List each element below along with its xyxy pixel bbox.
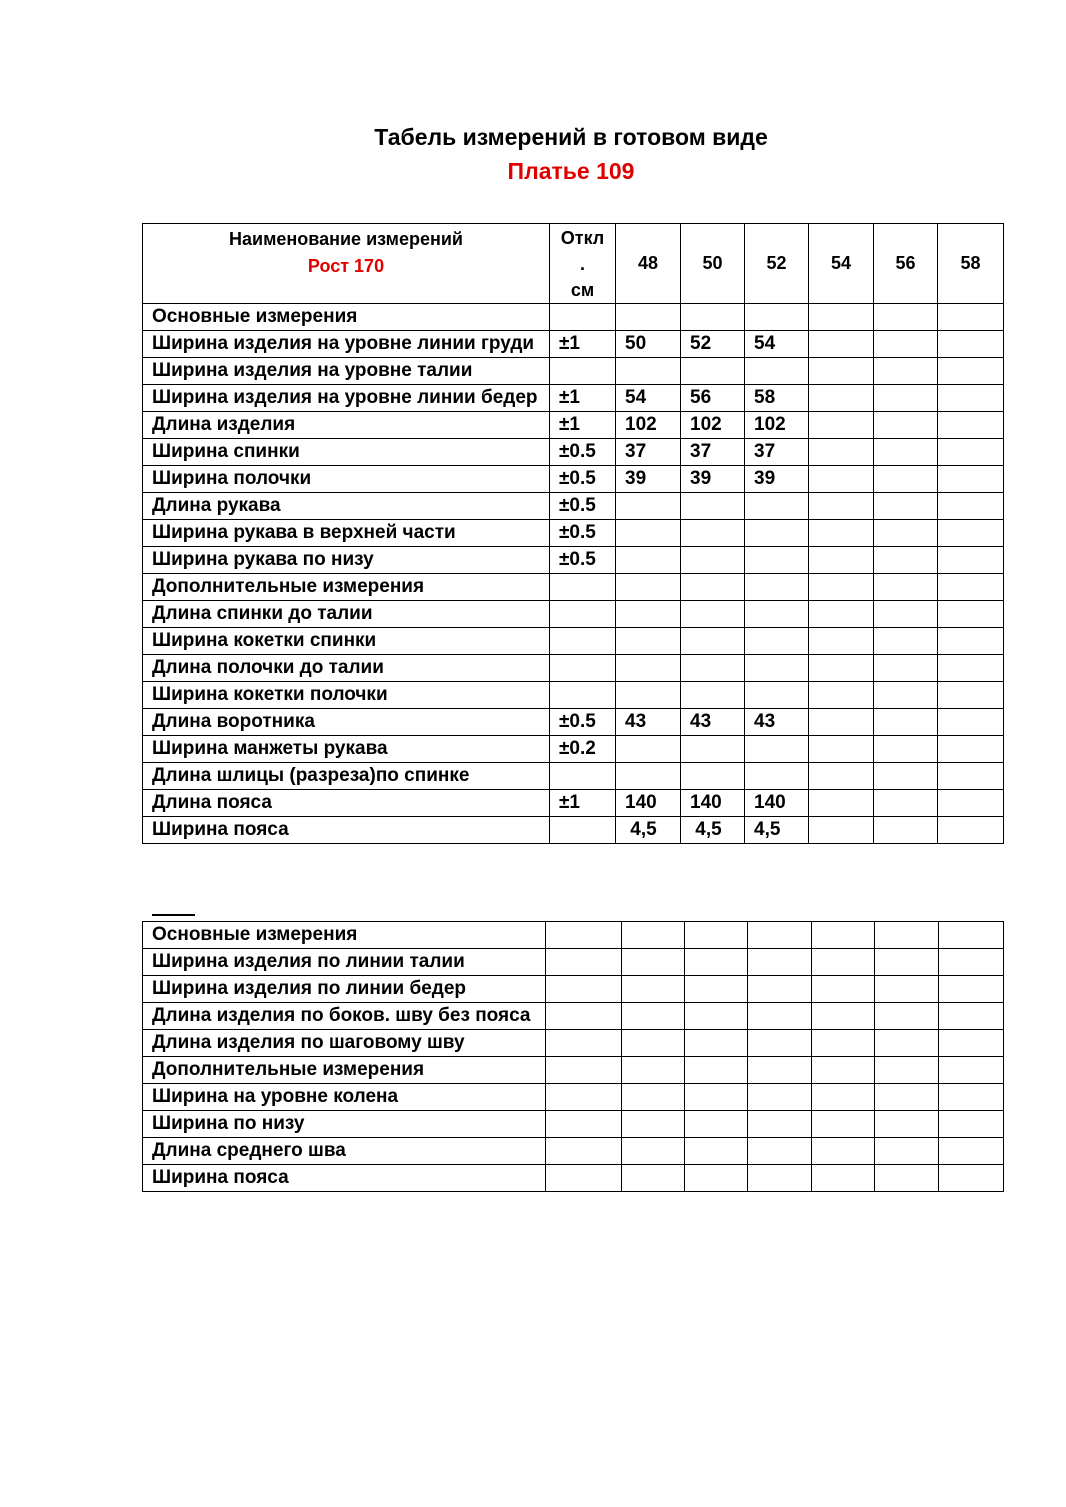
row-value <box>685 1003 748 1030</box>
row-label: Длина среднего шва <box>143 1138 546 1165</box>
header-size: 50 <box>681 224 745 304</box>
row-value <box>875 1111 939 1138</box>
row-value <box>809 358 874 385</box>
row-value <box>938 466 1004 493</box>
row-value <box>681 520 745 547</box>
row-tolerance: ±0.2 <box>550 736 616 763</box>
row-value <box>546 1111 622 1138</box>
row-value <box>681 628 745 655</box>
table-row <box>143 304 1004 331</box>
row-value <box>681 763 745 790</box>
row-value <box>681 304 745 331</box>
row-value <box>812 949 875 976</box>
row-value: 102 <box>745 412 809 439</box>
row-label: Ширина изделия на уровне талии <box>143 358 550 385</box>
table-row <box>143 1084 1004 1111</box>
row-value <box>939 1030 1004 1057</box>
table-row <box>143 628 1004 655</box>
row-value <box>748 1111 812 1138</box>
row-value: 140 <box>681 790 745 817</box>
row-value <box>939 1165 1004 1192</box>
row-value <box>874 790 938 817</box>
row-value <box>622 1030 685 1057</box>
row-tolerance: ±0.5 <box>550 466 616 493</box>
row-value <box>874 412 938 439</box>
row-label: Ширина пояса <box>143 1165 546 1192</box>
row-value <box>938 358 1004 385</box>
row-value <box>546 922 622 949</box>
table-row <box>143 493 1004 520</box>
row-label: Ширина манжеты рукава <box>143 736 550 763</box>
table-row <box>143 817 1004 844</box>
row-value <box>616 520 681 547</box>
row-value <box>938 493 1004 520</box>
row-value: 43 <box>745 709 809 736</box>
row-value <box>809 817 874 844</box>
row-value <box>874 547 938 574</box>
row-value <box>874 763 938 790</box>
row-value <box>938 439 1004 466</box>
row-value <box>681 736 745 763</box>
row-value <box>745 547 809 574</box>
row-value <box>809 628 874 655</box>
header-tolerance-cell <box>550 224 616 304</box>
row-value <box>938 763 1004 790</box>
table-row <box>143 655 1004 682</box>
row-label: Ширина пояса <box>143 817 550 844</box>
row-label: Ширина кокетки полочки <box>143 682 550 709</box>
row-value <box>874 439 938 466</box>
row-value <box>748 1057 812 1084</box>
row-value <box>748 1138 812 1165</box>
row-label: Ширина изделия на уровне линии груди <box>143 331 550 358</box>
row-label: Ширина спинки <box>143 439 550 466</box>
row-tolerance <box>550 304 616 331</box>
row-value <box>938 655 1004 682</box>
row-value <box>809 682 874 709</box>
row-value <box>622 1084 685 1111</box>
row-value: 140 <box>745 790 809 817</box>
table-row <box>143 763 1004 790</box>
row-value <box>809 520 874 547</box>
row-value: 37 <box>681 439 745 466</box>
row-value <box>938 736 1004 763</box>
row-value <box>616 574 681 601</box>
row-value <box>622 1165 685 1192</box>
row-value <box>681 601 745 628</box>
row-value <box>745 520 809 547</box>
row-value <box>616 304 681 331</box>
row-value: 140 <box>616 790 681 817</box>
row-value <box>622 976 685 1003</box>
row-tolerance <box>550 682 616 709</box>
row-value <box>875 1030 939 1057</box>
row-value <box>874 574 938 601</box>
row-value <box>748 976 812 1003</box>
row-label: Длина изделия <box>143 412 550 439</box>
row-value <box>874 655 938 682</box>
row-value <box>745 628 809 655</box>
row-value <box>875 1057 939 1084</box>
row-label: Длина воротника <box>143 709 550 736</box>
row-value <box>616 682 681 709</box>
row-label: Основные измерения <box>143 922 546 949</box>
row-label: Длина полочки до талии <box>143 655 550 682</box>
table-row <box>143 520 1004 547</box>
row-value <box>939 1057 1004 1084</box>
row-value <box>681 682 745 709</box>
row-value <box>748 1084 812 1111</box>
row-value <box>809 574 874 601</box>
row-tolerance: ±0.5 <box>550 547 616 574</box>
row-tolerance <box>550 655 616 682</box>
row-value <box>685 1111 748 1138</box>
row-value <box>685 976 748 1003</box>
row-label: Ширина полочки <box>143 466 550 493</box>
row-value <box>874 466 938 493</box>
row-value <box>875 1003 939 1030</box>
row-value <box>875 949 939 976</box>
row-value <box>874 493 938 520</box>
row-label: Дополнительные измерения <box>143 1057 546 1084</box>
row-value: 54 <box>616 385 681 412</box>
row-value <box>812 1084 875 1111</box>
row-value <box>745 655 809 682</box>
table-row <box>143 790 1004 817</box>
row-value <box>809 466 874 493</box>
row-value <box>745 682 809 709</box>
row-value <box>875 976 939 1003</box>
row-value <box>546 976 622 1003</box>
row-value <box>939 1003 1004 1030</box>
row-value <box>938 709 1004 736</box>
table-row <box>143 385 1004 412</box>
table-row <box>143 736 1004 763</box>
row-value <box>681 547 745 574</box>
row-value <box>622 1138 685 1165</box>
row-value <box>874 709 938 736</box>
row-value <box>809 331 874 358</box>
row-value <box>939 1111 1004 1138</box>
row-value <box>681 655 745 682</box>
row-tolerance <box>550 628 616 655</box>
row-value <box>622 1003 685 1030</box>
row-value <box>616 655 681 682</box>
row-value: 102 <box>681 412 745 439</box>
row-value <box>748 1165 812 1192</box>
row-value <box>748 1030 812 1057</box>
row-value <box>745 358 809 385</box>
table-row <box>143 1057 1004 1084</box>
row-label: Ширина на уровне колена <box>143 1084 546 1111</box>
row-value <box>685 1084 748 1111</box>
row-value <box>875 1084 939 1111</box>
header-tolerance-line: . <box>579 253 585 274</box>
row-tolerance: ±1 <box>550 412 616 439</box>
row-value <box>874 601 938 628</box>
row-value: 58 <box>745 385 809 412</box>
row-value <box>938 385 1004 412</box>
table-row <box>143 547 1004 574</box>
product-subtitle: Платье 109 <box>507 158 635 184</box>
row-tolerance: ±0.5 <box>550 439 616 466</box>
row-value <box>809 439 874 466</box>
row-value <box>685 1030 748 1057</box>
header-size: 58 <box>938 224 1004 304</box>
row-tolerance: ±0.5 <box>550 709 616 736</box>
row-value <box>938 790 1004 817</box>
header-height: Рост 170 <box>307 256 385 276</box>
row-value <box>938 304 1004 331</box>
table-row <box>143 412 1004 439</box>
row-value <box>685 1057 748 1084</box>
table-row <box>143 1111 1004 1138</box>
table-row <box>143 574 1004 601</box>
row-value <box>809 763 874 790</box>
row-value <box>745 601 809 628</box>
table-row <box>143 709 1004 736</box>
row-value <box>546 1030 622 1057</box>
row-value <box>874 304 938 331</box>
table-row <box>143 682 1004 709</box>
row-tolerance: ±1 <box>550 385 616 412</box>
header-size: 48 <box>616 224 681 304</box>
row-value <box>939 1084 1004 1111</box>
row-value: 39 <box>745 466 809 493</box>
row-value <box>874 520 938 547</box>
row-value <box>748 949 812 976</box>
row-value <box>875 922 939 949</box>
header-tolerance-line: Откл <box>560 227 605 248</box>
header-name-cell <box>143 224 550 304</box>
row-value <box>546 1057 622 1084</box>
row-value <box>685 922 748 949</box>
row-value <box>685 949 748 976</box>
row-tolerance: ±1 <box>550 790 616 817</box>
measurements-table <box>142 223 1004 844</box>
row-value <box>874 331 938 358</box>
row-value <box>622 1057 685 1084</box>
row-value <box>874 358 938 385</box>
row-value <box>874 628 938 655</box>
row-value <box>546 1138 622 1165</box>
row-value <box>874 682 938 709</box>
row-value <box>745 493 809 520</box>
row-label: Ширина кокетки спинки <box>143 628 550 655</box>
row-tolerance <box>550 601 616 628</box>
row-value <box>622 949 685 976</box>
row-value <box>874 736 938 763</box>
row-value <box>622 1111 685 1138</box>
row-value <box>809 790 874 817</box>
row-value: 102 <box>616 412 681 439</box>
row-label: Ширина изделия по линии бедер <box>143 976 546 1003</box>
row-value <box>809 547 874 574</box>
header-size: 54 <box>809 224 874 304</box>
row-value <box>938 547 1004 574</box>
row-value <box>809 655 874 682</box>
row-value <box>875 1138 939 1165</box>
row-value <box>745 763 809 790</box>
header-size: 56 <box>874 224 938 304</box>
row-value <box>812 1057 875 1084</box>
row-value: 37 <box>745 439 809 466</box>
row-tolerance <box>550 358 616 385</box>
row-value <box>748 922 812 949</box>
table-row <box>143 1138 1004 1165</box>
table-header-row <box>143 224 1004 304</box>
row-label: Ширина по низу <box>143 1111 546 1138</box>
row-value <box>616 736 681 763</box>
row-value <box>616 358 681 385</box>
row-value <box>809 493 874 520</box>
row-label: Основные измерения <box>143 304 550 331</box>
row-label: Дополнительные измерения <box>143 574 550 601</box>
row-value <box>616 628 681 655</box>
table-row <box>143 358 1004 385</box>
header-tolerance-line: см <box>570 279 595 300</box>
row-value <box>812 1111 875 1138</box>
row-value <box>685 1165 748 1192</box>
row-value <box>681 358 745 385</box>
row-value <box>546 949 622 976</box>
row-value: 4,5 <box>616 817 681 844</box>
row-value <box>812 1138 875 1165</box>
row-value <box>748 1003 812 1030</box>
table-row <box>143 331 1004 358</box>
table-row <box>143 1165 1004 1192</box>
row-label: Длина шлицы (разреза)по спинке <box>143 763 550 790</box>
row-value: 4,5 <box>745 817 809 844</box>
row-tolerance: ±1 <box>550 331 616 358</box>
row-value: 43 <box>681 709 745 736</box>
row-value <box>681 493 745 520</box>
row-value <box>938 601 1004 628</box>
row-value <box>812 1030 875 1057</box>
row-value <box>745 736 809 763</box>
row-tolerance <box>550 817 616 844</box>
row-label: Длина рукава <box>143 493 550 520</box>
row-value <box>938 817 1004 844</box>
row-value <box>809 601 874 628</box>
underline-mark <box>152 914 195 916</box>
row-label: Длина спинки до талии <box>143 601 550 628</box>
table-row <box>143 949 1004 976</box>
row-value: 43 <box>616 709 681 736</box>
row-value: 54 <box>745 331 809 358</box>
row-value <box>745 304 809 331</box>
row-value <box>809 385 874 412</box>
row-value <box>809 736 874 763</box>
row-tolerance: ±0.5 <box>550 493 616 520</box>
row-value <box>939 976 1004 1003</box>
row-value <box>939 949 1004 976</box>
row-value <box>812 976 875 1003</box>
row-tolerance: ±0.5 <box>550 520 616 547</box>
row-value <box>546 1165 622 1192</box>
page-title: Табель измерений в готовом виде <box>374 124 768 150</box>
secondary-measurements-table <box>142 921 1004 1192</box>
row-value <box>616 547 681 574</box>
row-value <box>812 1165 875 1192</box>
row-value <box>745 574 809 601</box>
table-row <box>143 601 1004 628</box>
row-value <box>616 601 681 628</box>
row-value <box>809 709 874 736</box>
row-value <box>875 1165 939 1192</box>
row-value <box>681 574 745 601</box>
row-value: 39 <box>681 466 745 493</box>
row-value <box>874 385 938 412</box>
row-value <box>938 520 1004 547</box>
row-value <box>809 304 874 331</box>
row-tolerance <box>550 574 616 601</box>
row-value <box>938 412 1004 439</box>
row-value: 52 <box>681 331 745 358</box>
header-size: 52 <box>745 224 809 304</box>
row-value <box>939 922 1004 949</box>
row-value <box>616 493 681 520</box>
row-label: Длина изделия по шаговому шву <box>143 1030 546 1057</box>
header-name: Наименование измерений <box>229 229 463 249</box>
row-value <box>812 922 875 949</box>
row-value <box>938 574 1004 601</box>
row-value <box>546 1084 622 1111</box>
row-value <box>874 817 938 844</box>
row-value <box>938 682 1004 709</box>
row-value <box>809 412 874 439</box>
row-label: Длина изделия по боков. шву без пояса <box>143 1003 546 1030</box>
table-row <box>143 439 1004 466</box>
row-label: Ширина рукава в верхней части <box>143 520 550 547</box>
row-value: 37 <box>616 439 681 466</box>
row-value: 56 <box>681 385 745 412</box>
table-row <box>143 922 1004 949</box>
row-value <box>938 331 1004 358</box>
row-value <box>939 1138 1004 1165</box>
table-row <box>143 466 1004 493</box>
row-label: Ширина изделия по линии талии <box>143 949 546 976</box>
row-value <box>622 922 685 949</box>
row-value: 50 <box>616 331 681 358</box>
row-value: 39 <box>616 466 681 493</box>
table-row <box>143 1003 1004 1030</box>
row-value <box>938 628 1004 655</box>
row-value <box>616 763 681 790</box>
row-value: 4,5 <box>681 817 745 844</box>
row-label: Ширина рукава по низу <box>143 547 550 574</box>
row-value <box>685 1138 748 1165</box>
table-row <box>143 1030 1004 1057</box>
table-row <box>143 976 1004 1003</box>
row-label: Ширина изделия на уровне линии бедер <box>143 385 550 412</box>
row-value <box>812 1003 875 1030</box>
row-tolerance <box>550 763 616 790</box>
row-value <box>546 1003 622 1030</box>
row-label: Длина пояса <box>143 790 550 817</box>
